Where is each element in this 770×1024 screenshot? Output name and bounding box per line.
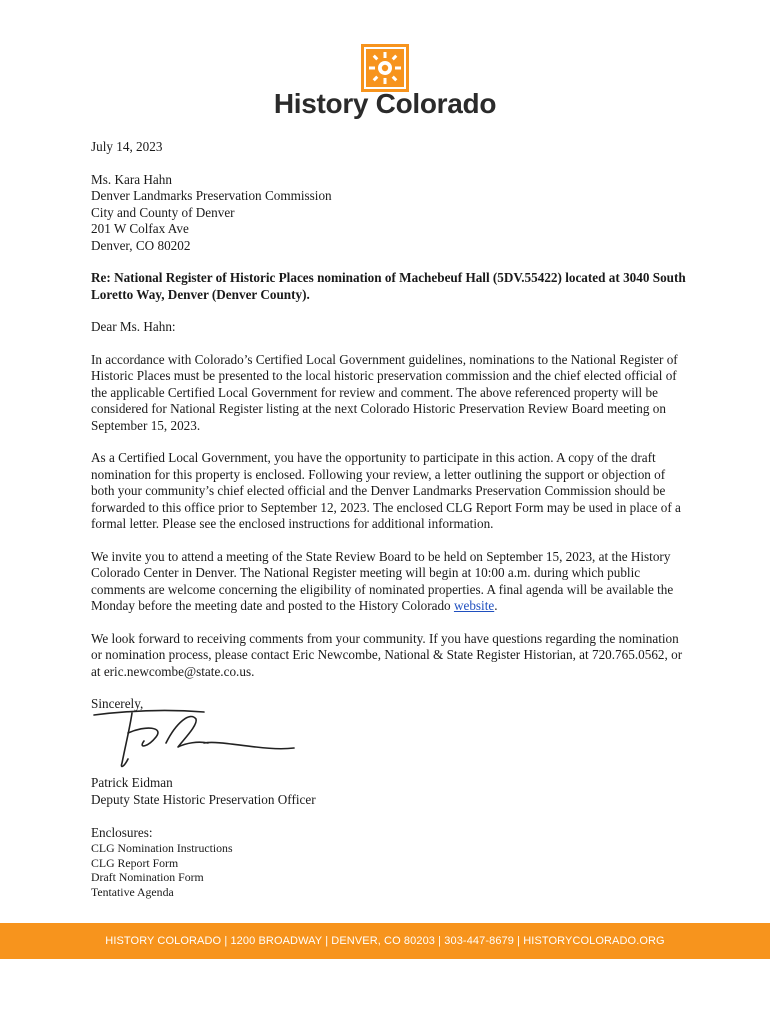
paragraph-3-text: We invite you to attend a meeting of the State Review Board to be held on September 15, 2023, at the History Colorado Center in Denver. The National Register meeting will begin at 10:00 a.m. during which public comments are welcome concerning the eligibility of nominated properties. A final agenda will be available the Monday before the meeting date and posted to the History Colorado	[91, 548, 674, 613]
enclosures-title: Enclosures:	[91, 825, 153, 840]
closing: Sincerely,	[91, 696, 144, 711]
history-colorado-logo	[0, 44, 770, 119]
signer-title: Deputy State Historic Preservation Officer	[91, 791, 316, 807]
recipient-city-state-zip: Denver, CO 80202	[91, 237, 191, 253]
website-link[interactable]: website	[453, 598, 495, 613]
letter-date: July 14, 2023	[91, 139, 163, 154]
subject-line: Re: National Register of Historic Places nomination of Machebeuf Hall (5DV.55422) located at 3040 South Loretto Way, Denver (Denver County).	[91, 270, 686, 302]
signer-name: Patrick Eidman	[91, 775, 173, 790]
enclosure-item: Tentative Agenda	[91, 884, 174, 899]
letter-body	[91, 139, 691, 713]
org-name: History Colorado	[273, 88, 497, 119]
enclosure-item: CLG Report Form	[91, 855, 179, 870]
paragraph-3	[91, 549, 691, 615]
footer-bar: HISTORY COLORADO | 1200 BROADWAY | DENVER, CO 80203 | 303-447-8679 | HISTORYCOLORADO.ORG	[0, 923, 770, 959]
paragraph-1: In accordance with Colorado’s Certified Local Government guidelines, nominations to the National Register of Historic Places must be presented to the local historic preservation commission and the chief elected official of the applicable Certified Local Government for review and comment. The above referenced property will be considered for National Register listing at the next Colorado Historic Preservation Review Board meeting on September 15, 2023.	[91, 351, 678, 433]
enclosures	[91, 824, 233, 899]
recipient-street: 201 W Colfax Ave	[91, 221, 189, 236]
recipient-name: Ms. Kara Hahn	[91, 171, 172, 187]
recipient-address	[91, 172, 691, 255]
signer-block	[91, 775, 316, 808]
sun-emblem-icon	[361, 44, 409, 92]
enclosure-item: Draft Nomination Form	[91, 870, 204, 885]
recipient-organization: Denver Landmarks Preservation Commission	[91, 188, 332, 203]
handwritten-signature	[86, 703, 306, 773]
paragraph-2: As a Certified Local Government, you have the opportunity to participate in this action. A copy of the draft nomination for this property is enclosed. Following your review, a letter outlining the support or objection of both your community’s chief elected official and the Denver Landmarks Preservation Commission should be forwarded to this office prior to September 12, 2023. The enclosed CLG Report Form may be used in place of a formal letter. Please see the enclosed instructions for additional information.	[91, 450, 681, 531]
enclosure-item: CLG Nomination Instructions	[91, 841, 233, 855]
paragraph-4: We look forward to receiving comments from your community. If you have questions regarding the nomination or nomination process, please contact Eric Newcombe, National & State Register Historian, at 720.765.0562, or at eric.newcombe@state.co.us.	[91, 630, 683, 679]
recipient-city-county: City and County of Denver	[91, 204, 235, 220]
paragraph-3-end: .	[494, 598, 498, 613]
salutation: Dear Ms. Hahn:	[91, 319, 176, 334]
